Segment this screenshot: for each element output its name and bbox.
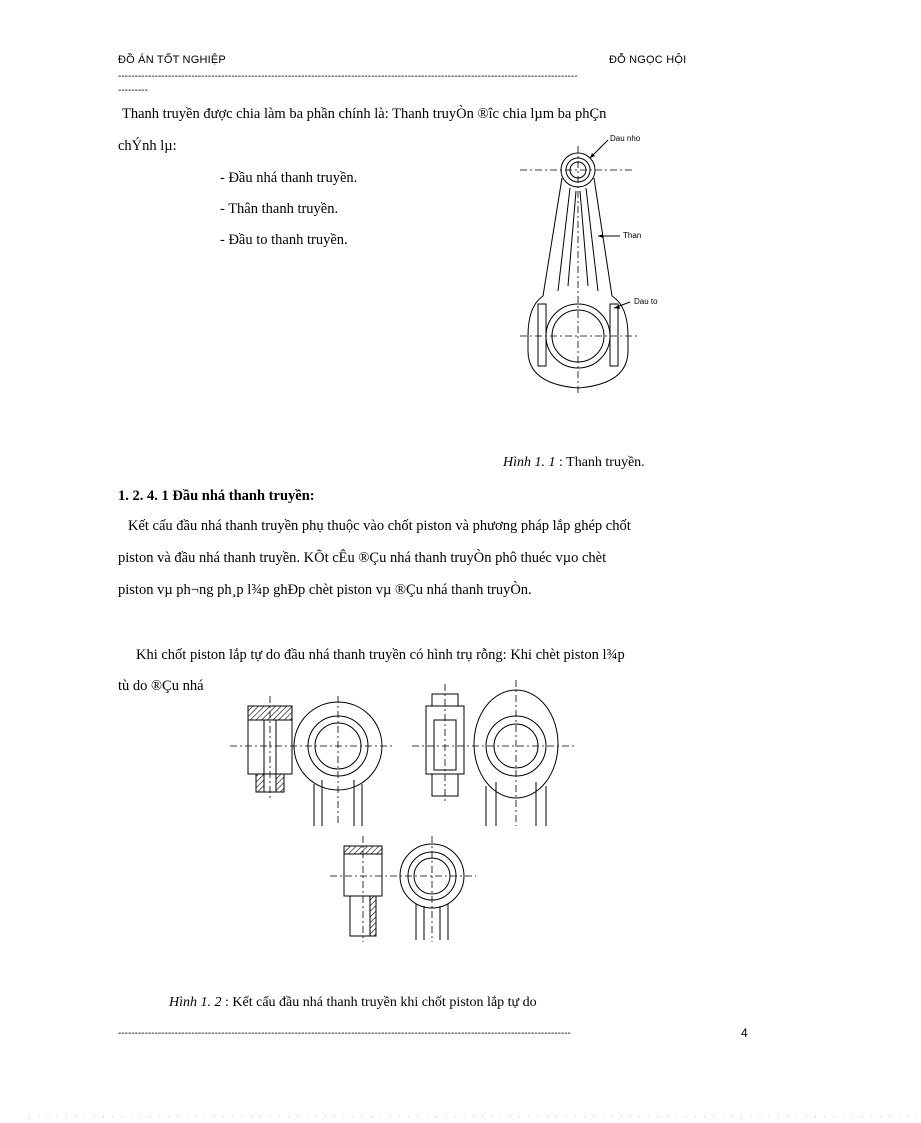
figure2-caption-number: Hình 1. 2 bbox=[169, 995, 222, 1010]
figure2-caption bbox=[169, 995, 537, 1011]
section-para2-line2: tù do ®Çu nhá bbox=[118, 678, 204, 694]
intro-line-2: chÝnh lµ: bbox=[118, 138, 177, 154]
figure1-caption bbox=[503, 455, 645, 471]
intro-line-1: Thanh truyền được chia làm ba phần chính là: Thanh truyÒn ®îc chia lµm ba phÇn bbox=[122, 106, 607, 122]
label-small-end: Dau nho bbox=[610, 134, 641, 143]
header-left: ĐỒ ÁN TỐT NGHIỆP bbox=[118, 54, 226, 66]
section-para1-line2: piston và đầu nhá thanh truyền. KÕt cÊu ®Çu nhá thanh truyÒn phô thuéc vµo chèt bbox=[118, 550, 607, 566]
label-big-end: Dau to bbox=[634, 297, 658, 306]
figure2-caption-text: : Kết cấu đầu nhá thanh truyền khi chốt piston lắp tự do bbox=[221, 995, 537, 1010]
label-body: Than bbox=[623, 231, 642, 240]
section-para1-line1: Kết cấu đầu nhá thanh truyền phụ thuộc vào chốt piston và phương pháp lắp ghép chốt bbox=[128, 518, 631, 534]
page-number: 4 bbox=[741, 1026, 748, 1040]
header-right: ĐỖ NGỌC HỘI bbox=[609, 54, 687, 66]
header-rule: ------------------------------------------------------------------------------------------------------------------------------------------ bbox=[118, 71, 578, 82]
figure1-caption-number: Hình 1. 1 bbox=[503, 455, 556, 470]
intro-item-2: - Thân thanh truyền. bbox=[220, 201, 339, 217]
section-para2-line1: Khi chốt piston lắp tự do đầu nhá thanh truyền có hình trụ rỗng: Khi chèt piston l¾p bbox=[136, 647, 625, 663]
small-end-designs-figure bbox=[226, 676, 596, 944]
footer-rule: ---------------------------------------------------------------------------------------------------------------------------------------- bbox=[118, 1028, 571, 1039]
intro-item-1: - Đầu nhá thanh truyền. bbox=[220, 170, 358, 186]
connecting-rod-figure bbox=[510, 126, 700, 398]
page-bottom-border: · · · · · · · · · · · · · · · · · · · · · · · · · · · · · · · · · · · · · · · · · · · · · · · · · · · · · · · · · · · · · · · · · · · · · · · · · · · · · · · · · · · · · · · · · · · · · · · · · bbox=[28, 1112, 921, 1122]
header-rule-continuation: --------- bbox=[118, 85, 148, 96]
section-para1-line3: piston vµ ph¬ng ph¸p l¾p ghÐp chèt piston vµ ®Çu nhá thanh truyÒn. bbox=[118, 582, 532, 598]
section-heading: 1. 2. 4. 1 Đầu nhá thanh truyền: bbox=[118, 488, 315, 504]
intro-item-3: - Đầu to thanh truyền. bbox=[220, 232, 348, 248]
figure1-caption-text: : Thanh truyền. bbox=[555, 455, 645, 470]
